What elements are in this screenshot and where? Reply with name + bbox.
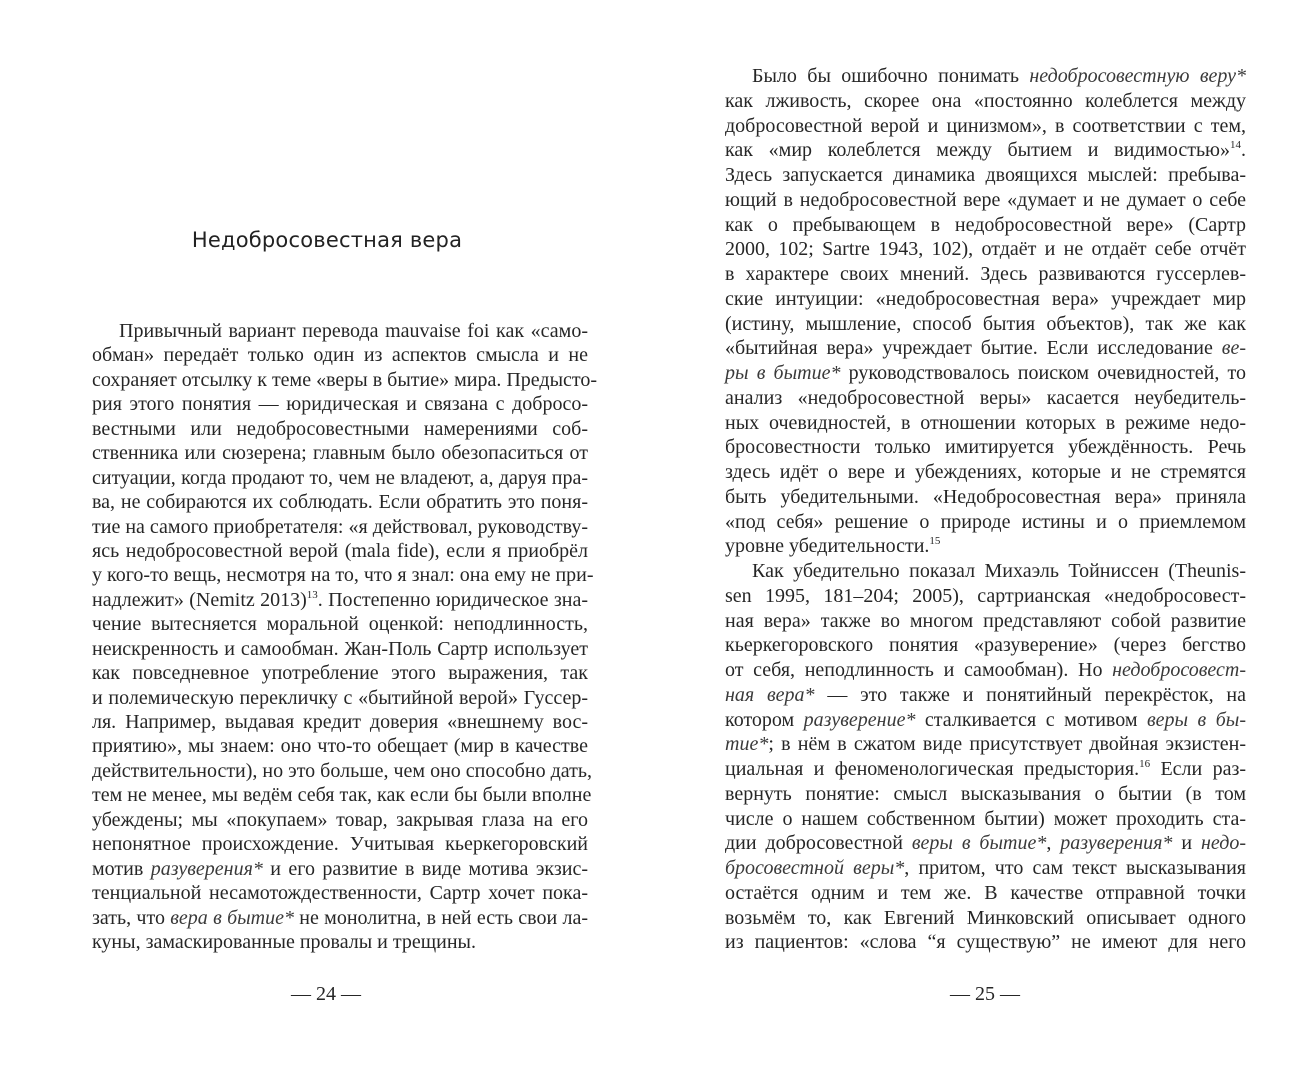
text-line [725, 831, 1246, 856]
text-run: ва, не собираются их соблюдать. Если обратить это поня- [92, 491, 588, 514]
text-line [92, 539, 588, 563]
text-line [725, 435, 1246, 460]
text-line [725, 683, 1246, 708]
text-run: вернуть понятие: смысл высказывания о бытии (в том [725, 782, 1246, 805]
text-run: анализ «недобросовестной веры» касается неубедитель- [725, 386, 1246, 409]
text-line [92, 808, 588, 832]
page-number: — 24 — [291, 983, 361, 1005]
text-line [725, 881, 1246, 906]
text-line [725, 732, 1246, 757]
text-run: от себя, неподлинность и самообман). Но [725, 659, 1113, 681]
text-line [725, 856, 1246, 881]
text-run: «под себя» решение о природе истины и о приемлемом [725, 510, 1246, 533]
text-line [725, 584, 1246, 609]
text-run: и его развитие в виде мотива экзис- [262, 857, 588, 880]
text-run: и полемическую перекличку с «бытийной верой» Гуссер- [92, 686, 588, 709]
text-run: . Постепенно юридическое зна- [317, 588, 588, 611]
text-run: ; в нём в сжатом виде присутствует двойная экзистен- [768, 733, 1246, 756]
text-line [725, 336, 1246, 361]
text-line [725, 114, 1246, 139]
text-run: мотив [92, 857, 151, 880]
body-text [92, 319, 598, 954]
text-line [92, 759, 592, 783]
text-run: тем не менее, мы ведём себя так, как если бы были вполне [92, 784, 592, 807]
text-run: — это также и понятийный перекрёсток, на [814, 683, 1246, 706]
text-run: кьеркегоровского понятия «разуверение» (через бегство [725, 634, 1246, 657]
text-run: 2000, 102; Sartre 1943, 102), отдаёт и не отдаёт себе отчёт [725, 238, 1246, 261]
italic-term: разуверения* [1060, 832, 1173, 855]
text-line [725, 534, 1246, 559]
text-run: «бытийная вера» учреждает бытие. Если исследование [725, 337, 1222, 360]
text-line [92, 466, 588, 490]
text-run: ная вера» также во многом представляют собой развитие [725, 609, 1246, 632]
text-line [92, 588, 588, 612]
text-line [725, 89, 1246, 114]
text-line [725, 559, 1246, 584]
text-run: руководствовалось поиском очевидностей, то [840, 362, 1246, 384]
text-line [92, 686, 588, 710]
italic-term: недобросовест- [1112, 659, 1246, 681]
text-line [725, 658, 1246, 683]
footnote-ref: 14 [1230, 139, 1241, 152]
text-run: котором [725, 708, 804, 731]
text-line [725, 757, 1246, 782]
text-run: не монолитна, в ней есть свои ла- [294, 906, 588, 929]
text-run: , притом, что сам текст высказывания [904, 857, 1247, 879]
text-run: как повседневное употребление этого выражения, так [92, 662, 588, 685]
text-line [92, 930, 588, 954]
text-run: как о пребывающем в недобросовестной вере» (Сартр [725, 213, 1246, 236]
italic-term: недо- [1200, 832, 1247, 855]
footnote-ref: 15 [929, 535, 941, 548]
text-line [725, 510, 1246, 535]
italic-term: тие* [725, 733, 769, 756]
text-line [92, 710, 588, 734]
italic-term: ры в бытие* [725, 362, 841, 384]
text-run: сохраняет отсылку к теме «веры в бытие» мира. Предысто- [92, 368, 598, 391]
text-run: циальная и феноменологическая предыстория. [725, 758, 1140, 780]
italic-term: бросовестной веры* [725, 857, 905, 879]
text-run: куны, замаскированные провалы и трещины. [92, 930, 476, 953]
text-run: Привычный вариант перевода mauvaise foi как «само- [119, 320, 588, 342]
text-run: неискренность и самообман. Жан-Поль Сартр использует [92, 637, 588, 660]
text-line [92, 734, 588, 758]
text-line [725, 609, 1246, 634]
text-run: остаётся одним и тем же. В качестве отправной точки [725, 881, 1246, 904]
text-run: добросовестной верой и цинизмом», в соответствии с тем, [725, 114, 1246, 137]
footnote-ref: 16 [1139, 758, 1151, 770]
text-run: , [1046, 832, 1061, 855]
italic-term: ве- [1221, 337, 1246, 360]
text-line [725, 906, 1246, 931]
text-run: надлежит» (Nemitz 2013) [92, 588, 307, 611]
text-line [92, 368, 598, 392]
text-run: Было бы ошибочно понимать [752, 65, 1030, 87]
text-run: как лживость, скорее она «постоянно колеблется между [725, 89, 1246, 112]
text-line [725, 163, 1246, 188]
text-line [725, 237, 1246, 262]
text-line [92, 515, 588, 539]
left-page [92, 0, 598, 1080]
text-run: Как убедительно показал Михаэль Тойниссен (Theunis- [752, 560, 1246, 582]
text-line [725, 930, 1246, 955]
text-line [725, 213, 1246, 238]
text-line [92, 832, 588, 856]
text-run: тие на самого приобретателя: «я действовал, руководству- [92, 515, 588, 538]
italic-term: недобросовестную веру* [1029, 65, 1247, 87]
text-run: возьмём то, как Евгений Минковский описывает одного [725, 906, 1246, 929]
text-line [92, 392, 588, 416]
right-page [725, 0, 1246, 1080]
text-line [92, 857, 588, 881]
text-run: бросовестности только имитируется убеждённость. Речь [725, 436, 1246, 459]
text-run: приятию», мы знаем: оно что-то обещает (мир в качестве [92, 735, 588, 758]
text-run: ясь недобросовестной верой (mala fide), если я приобрёл [92, 539, 588, 562]
text-run: . [1241, 139, 1246, 162]
text-line [725, 807, 1246, 832]
italic-term: веры в бытие* [911, 832, 1047, 855]
text-line [92, 783, 592, 807]
italic-term: веры в бы- [1146, 708, 1246, 731]
text-run: Здесь запускается динамика двоящихся мыслей: пребыва- [725, 164, 1246, 186]
text-line [725, 708, 1246, 733]
text-line [725, 188, 1246, 213]
text-line [92, 563, 594, 587]
text-line [725, 386, 1246, 411]
text-line [92, 661, 588, 685]
text-run: действительности), но это больше, чем оно способно дать, [92, 759, 592, 782]
text-line [92, 881, 588, 905]
body-text [725, 64, 1246, 955]
text-line [725, 782, 1246, 807]
text-line [92, 637, 588, 661]
text-line [725, 312, 1246, 337]
text-run: в характере своих мнений. Здесь развиваются гуссерлев- [725, 263, 1246, 285]
text-line [725, 460, 1246, 485]
text-line [725, 262, 1246, 287]
text-run: ющий в недобросовестной вере «думает и не думает о себе [725, 188, 1246, 211]
text-line [725, 138, 1246, 163]
text-run: непонятное происхождение. Учитывая кьеркегоровский [92, 833, 588, 856]
italic-term: вера в бытие* [170, 906, 295, 929]
text-run: дии добросовестной [725, 832, 912, 855]
text-run: ных очевидностей, в отношении которых в режиме недо- [725, 411, 1246, 434]
italic-term: разуверения* [150, 857, 263, 880]
text-line [725, 64, 1246, 89]
text-line [725, 633, 1246, 658]
text-run: (истину, мышление, способ бытия объектов), так же как [725, 312, 1246, 335]
text-run: рия этого понятия — юридическая и связана с доброcо- [92, 393, 588, 416]
text-line [92, 906, 588, 930]
text-run: у кого-то вещь, несмотря на то, что я знал: она ему не при- [92, 564, 594, 587]
text-run: чение вытесняется моральной оценкой: неподлинность, [92, 613, 588, 636]
text-run: вестными или недобросовестными намерениями соб- [92, 417, 588, 440]
footnote-ref: 13 [306, 588, 318, 601]
page-number: — 25 — [950, 983, 1020, 1005]
text-run: сталкивается с мотивом [915, 708, 1147, 731]
text-line [92, 612, 588, 636]
text-run: sen 1995, 181–204; 2005), сартрианская «недобросовест- [725, 584, 1246, 607]
text-run: зать, что [92, 906, 171, 929]
text-line [725, 411, 1246, 436]
text-run: обман» передаёт только один из аспектов смысла и не [92, 344, 588, 367]
text-run: и [1172, 832, 1201, 855]
text-run: ские интуиции: «недобросовестная вера» учреждает мир [725, 287, 1246, 310]
text-run: из пациентов: «слова “я существую” не имеют для него [725, 931, 1246, 954]
italic-term: разуверение* [803, 708, 916, 731]
text-run: числе о нашем собственном бытии) может проходить ста- [725, 807, 1246, 830]
text-line [92, 343, 588, 367]
text-run: как «мир колеблется между бытием и видимостью» [725, 139, 1230, 162]
text-line [92, 490, 588, 514]
text-run: ля. Например, выдавая кредит доверия «внешнему вос- [92, 711, 588, 733]
text-run: тенциальной несамотождественности, Сартр хочет пока- [92, 882, 588, 905]
section-heading: Недобросовестная вера [191, 228, 463, 252]
text-line [92, 441, 588, 465]
italic-term: ная вера* [725, 683, 815, 706]
text-run: уровне убедительности. [725, 535, 930, 558]
text-line [92, 319, 588, 343]
text-line [92, 417, 588, 441]
text-run: здесь идёт о вере и убеждениях, которые и не стремятся [725, 461, 1246, 483]
text-run: убеждены; мы «покупаем» товар, закрывая глаза на его [92, 808, 588, 831]
text-line [725, 485, 1246, 510]
text-run: ситуации, когда продают то, чем не владеют, а, даруя пра- [92, 466, 588, 489]
text-line [725, 361, 1246, 386]
text-run: ственника или сюзерена; главным было обезопаситься от [92, 442, 588, 465]
text-run: Если раз- [1150, 758, 1247, 780]
text-run: быть убедительными. «Недобросовестная вера» приняла [725, 485, 1246, 508]
text-line [725, 287, 1246, 312]
